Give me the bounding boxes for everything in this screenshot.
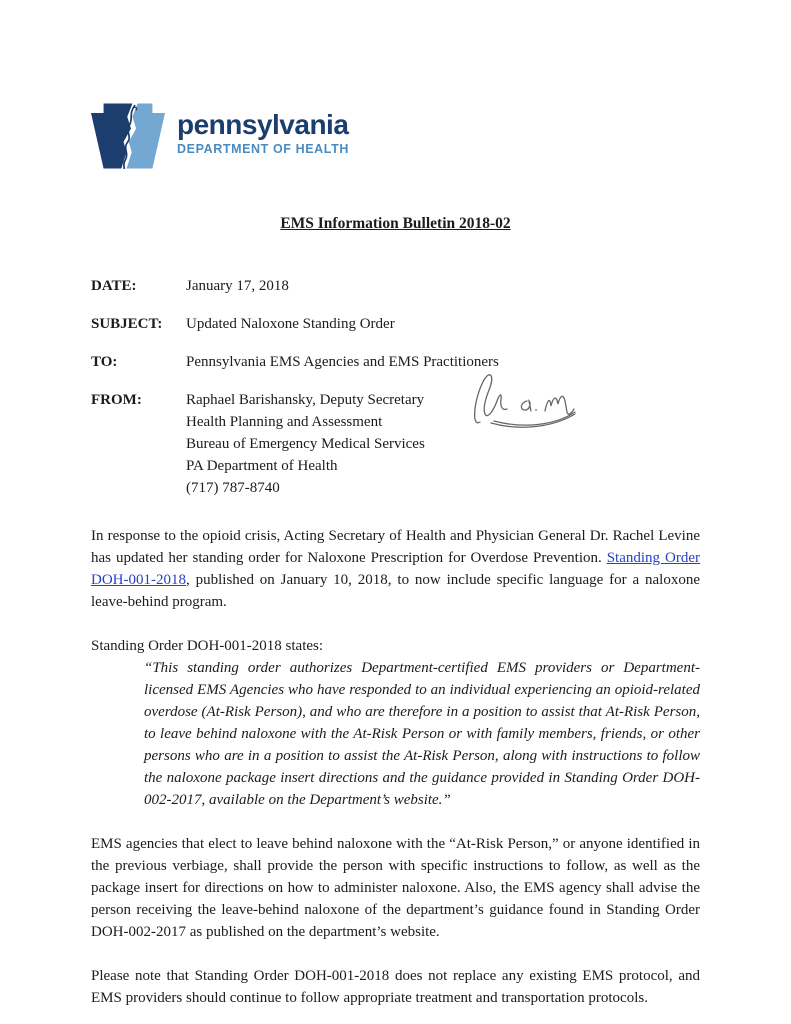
memo-row-date [91, 275, 700, 297]
subject-value: Updated Naloxone Standing Order [186, 316, 395, 332]
date-value: January 17, 2018 [186, 278, 289, 294]
intro-paragraph [91, 525, 700, 613]
from-line-bureau: Bureau of Emergency Medical Services [186, 436, 425, 452]
from-line-phone: (717) 787-8740 [186, 480, 280, 496]
from-line-name: Raphael Barishansky, Deputy Secretary [186, 392, 425, 408]
bulletin-title [91, 215, 700, 233]
memo-row-from [91, 389, 700, 499]
date-label: DATE: [91, 278, 137, 294]
keystone-caduceus-icon [91, 103, 165, 169]
pa-doh-logo [91, 103, 700, 169]
document-body [91, 525, 700, 1009]
protocol-note-paragraph: Please note that Standing Order DOH-001-2018 does not replace any existing EMS protocol, and EMS providers should continue to follow appropriate treatment and transportation protocols. [91, 968, 700, 1006]
from-line-department: PA Department of Health [186, 458, 338, 474]
from-line-office: Health Planning and Assessment [186, 414, 383, 430]
logo-department-line: DEPARTMENT OF HEALTH [177, 142, 349, 156]
from-label: FROM: [91, 392, 142, 408]
standing-order-quote: “This standing order authorizes Department-certified EMS providers or Department-licensed EMS Agencies who have responded to an individual experiencing an opioid-related overdose (At-Risk Person), and who are therefore in a position to assist that At-Risk Person, to leave behind naloxone with the At-Risk Person or with family members, friends, or other persons who are in a position to assist the At-Risk Person, along with instructions to follow the naloxone package insert directions and the guidance provided in Standing Order DOH-002-2017, available on the Department’s website.” [144, 660, 700, 808]
bulletin-title-text: EMS Information Bulletin 2018-02 [280, 215, 511, 232]
memo-row-to [91, 351, 700, 373]
to-label: TO: [91, 354, 118, 370]
standing-order-link[interactable]: Standing Order DOH-001-2018 [91, 550, 700, 588]
logo-wordmark: pennsylvania [177, 109, 349, 140]
memo-row-subject [91, 313, 700, 335]
memo-header [91, 275, 700, 499]
signature-image [466, 368, 578, 432]
signature-scrawl-icon [466, 368, 578, 432]
from-value [186, 389, 700, 499]
states-line: Standing Order DOH-001-2018 states: [91, 638, 324, 654]
to-value: Pennsylvania EMS Agencies and EMS Practitioners [186, 354, 499, 370]
intro-pre: In response to the opioid crisis, Acting Secretary of Health and Physician General Dr. Rachel Levine has updated her standing order for Naloxone Prescription for Overdose Prevention. [91, 528, 700, 566]
guidance-paragraph: EMS agencies that elect to leave behind naloxone with the “At-Risk Person,” or anyone identified in the previous verbiage, shall provide the person with specific instructions to follow, as well as the package insert for directions on how to administer naloxone. Also, the EMS agency shall advise the person receiving the leave-behind naloxone of the department’s guidance found in Standing Order DOH-002-2017 as published on the department’s website. [91, 836, 700, 940]
subject-label: SUBJECT: [91, 316, 163, 332]
intro-post: , published on January 10, 2018, to now include specific language for a naloxone leave-behind program. [91, 572, 700, 610]
logo-text [177, 103, 349, 156]
